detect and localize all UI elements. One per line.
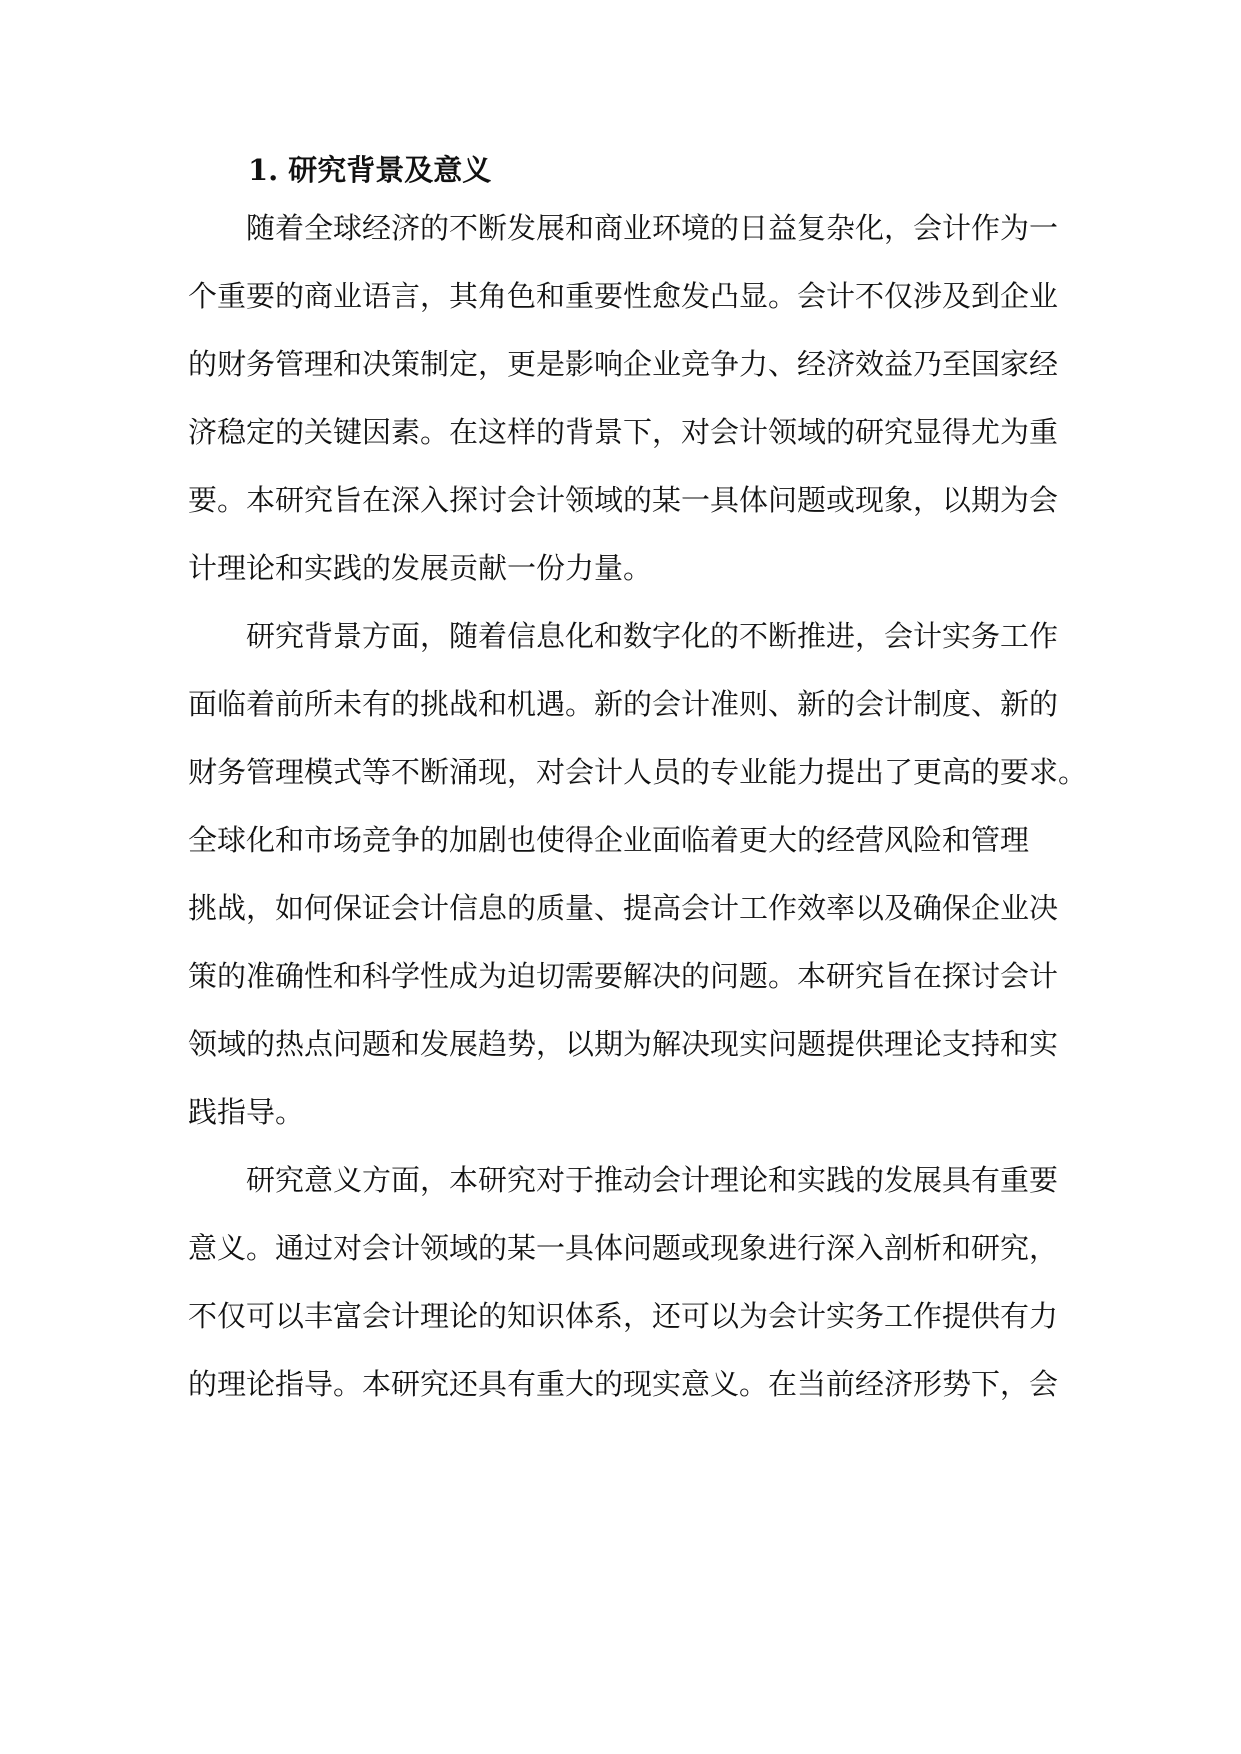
paragraph-line: 济稳定的关键因素。在这样的背景下，对会计领域的研究显得尤为重 — [188, 415, 1059, 449]
paragraph-line: 研究背景方面，随着信息化和数字化的不断推进，会计实务工作 — [246, 619, 1059, 653]
paragraph-line: 面临着前所未有的挑战和机遇。新的会计准则、新的会计制度、新的 — [188, 687, 1059, 721]
section-heading — [248, 150, 491, 190]
paragraph-line: 策的准确性和科学性成为迫切需要解决的问题。本研究旨在探讨会计 — [188, 959, 1059, 993]
paragraph-line: 践指导。 — [188, 1095, 305, 1129]
paragraph-line: 挑战，如何保证会计信息的质量、提高会计工作效率以及确保企业决 — [188, 891, 1059, 925]
section-title: 研究背景及意义 — [288, 153, 492, 187]
paragraph-line: 随着全球经济的不断发展和商业环境的日益复杂化，会计作为一 — [246, 211, 1059, 245]
paragraph-line: 计理论和实践的发展贡献一份力量。 — [188, 551, 653, 585]
paragraph-line: 研究意义方面，本研究对于推动会计理论和实践的发展具有重要 — [246, 1163, 1059, 1197]
paragraph-line: 的财务管理和决策制定，更是影响企业竞争力、经济效益乃至国家经 — [188, 347, 1059, 381]
paragraph-line: 不仅可以丰富会计理论的知识体系，还可以为会计实务工作提供有力 — [188, 1299, 1059, 1333]
paragraph-line: 意义。通过对会计领域的某一具体问题或现象进行深入剖析和研究， — [188, 1231, 1059, 1265]
paragraph-line: 要。本研究旨在深入探讨会计领域的某一具体问题或现象，以期为会 — [188, 483, 1059, 517]
paragraph-line: 领域的热点问题和发展趋势，以期为解决现实问题提供理论支持和实 — [188, 1027, 1059, 1061]
paragraph-line: 全球化和市场竞争的加剧也使得企业面临着更大的经营风险和管理 — [188, 823, 1030, 857]
paragraph-line: 的理论指导。本研究还具有重大的现实意义。在当前经济形势下，会 — [188, 1367, 1059, 1401]
paragraph-line: 财务管理模式等不断涌现，对会计人员的专业能力提出了更高的要求。 — [188, 755, 1088, 789]
paragraph-line: 个重要的商业语言，其角色和重要性愈发凸显。会计不仅涉及到企业 — [188, 279, 1059, 313]
section-number: 1. — [248, 153, 279, 187]
